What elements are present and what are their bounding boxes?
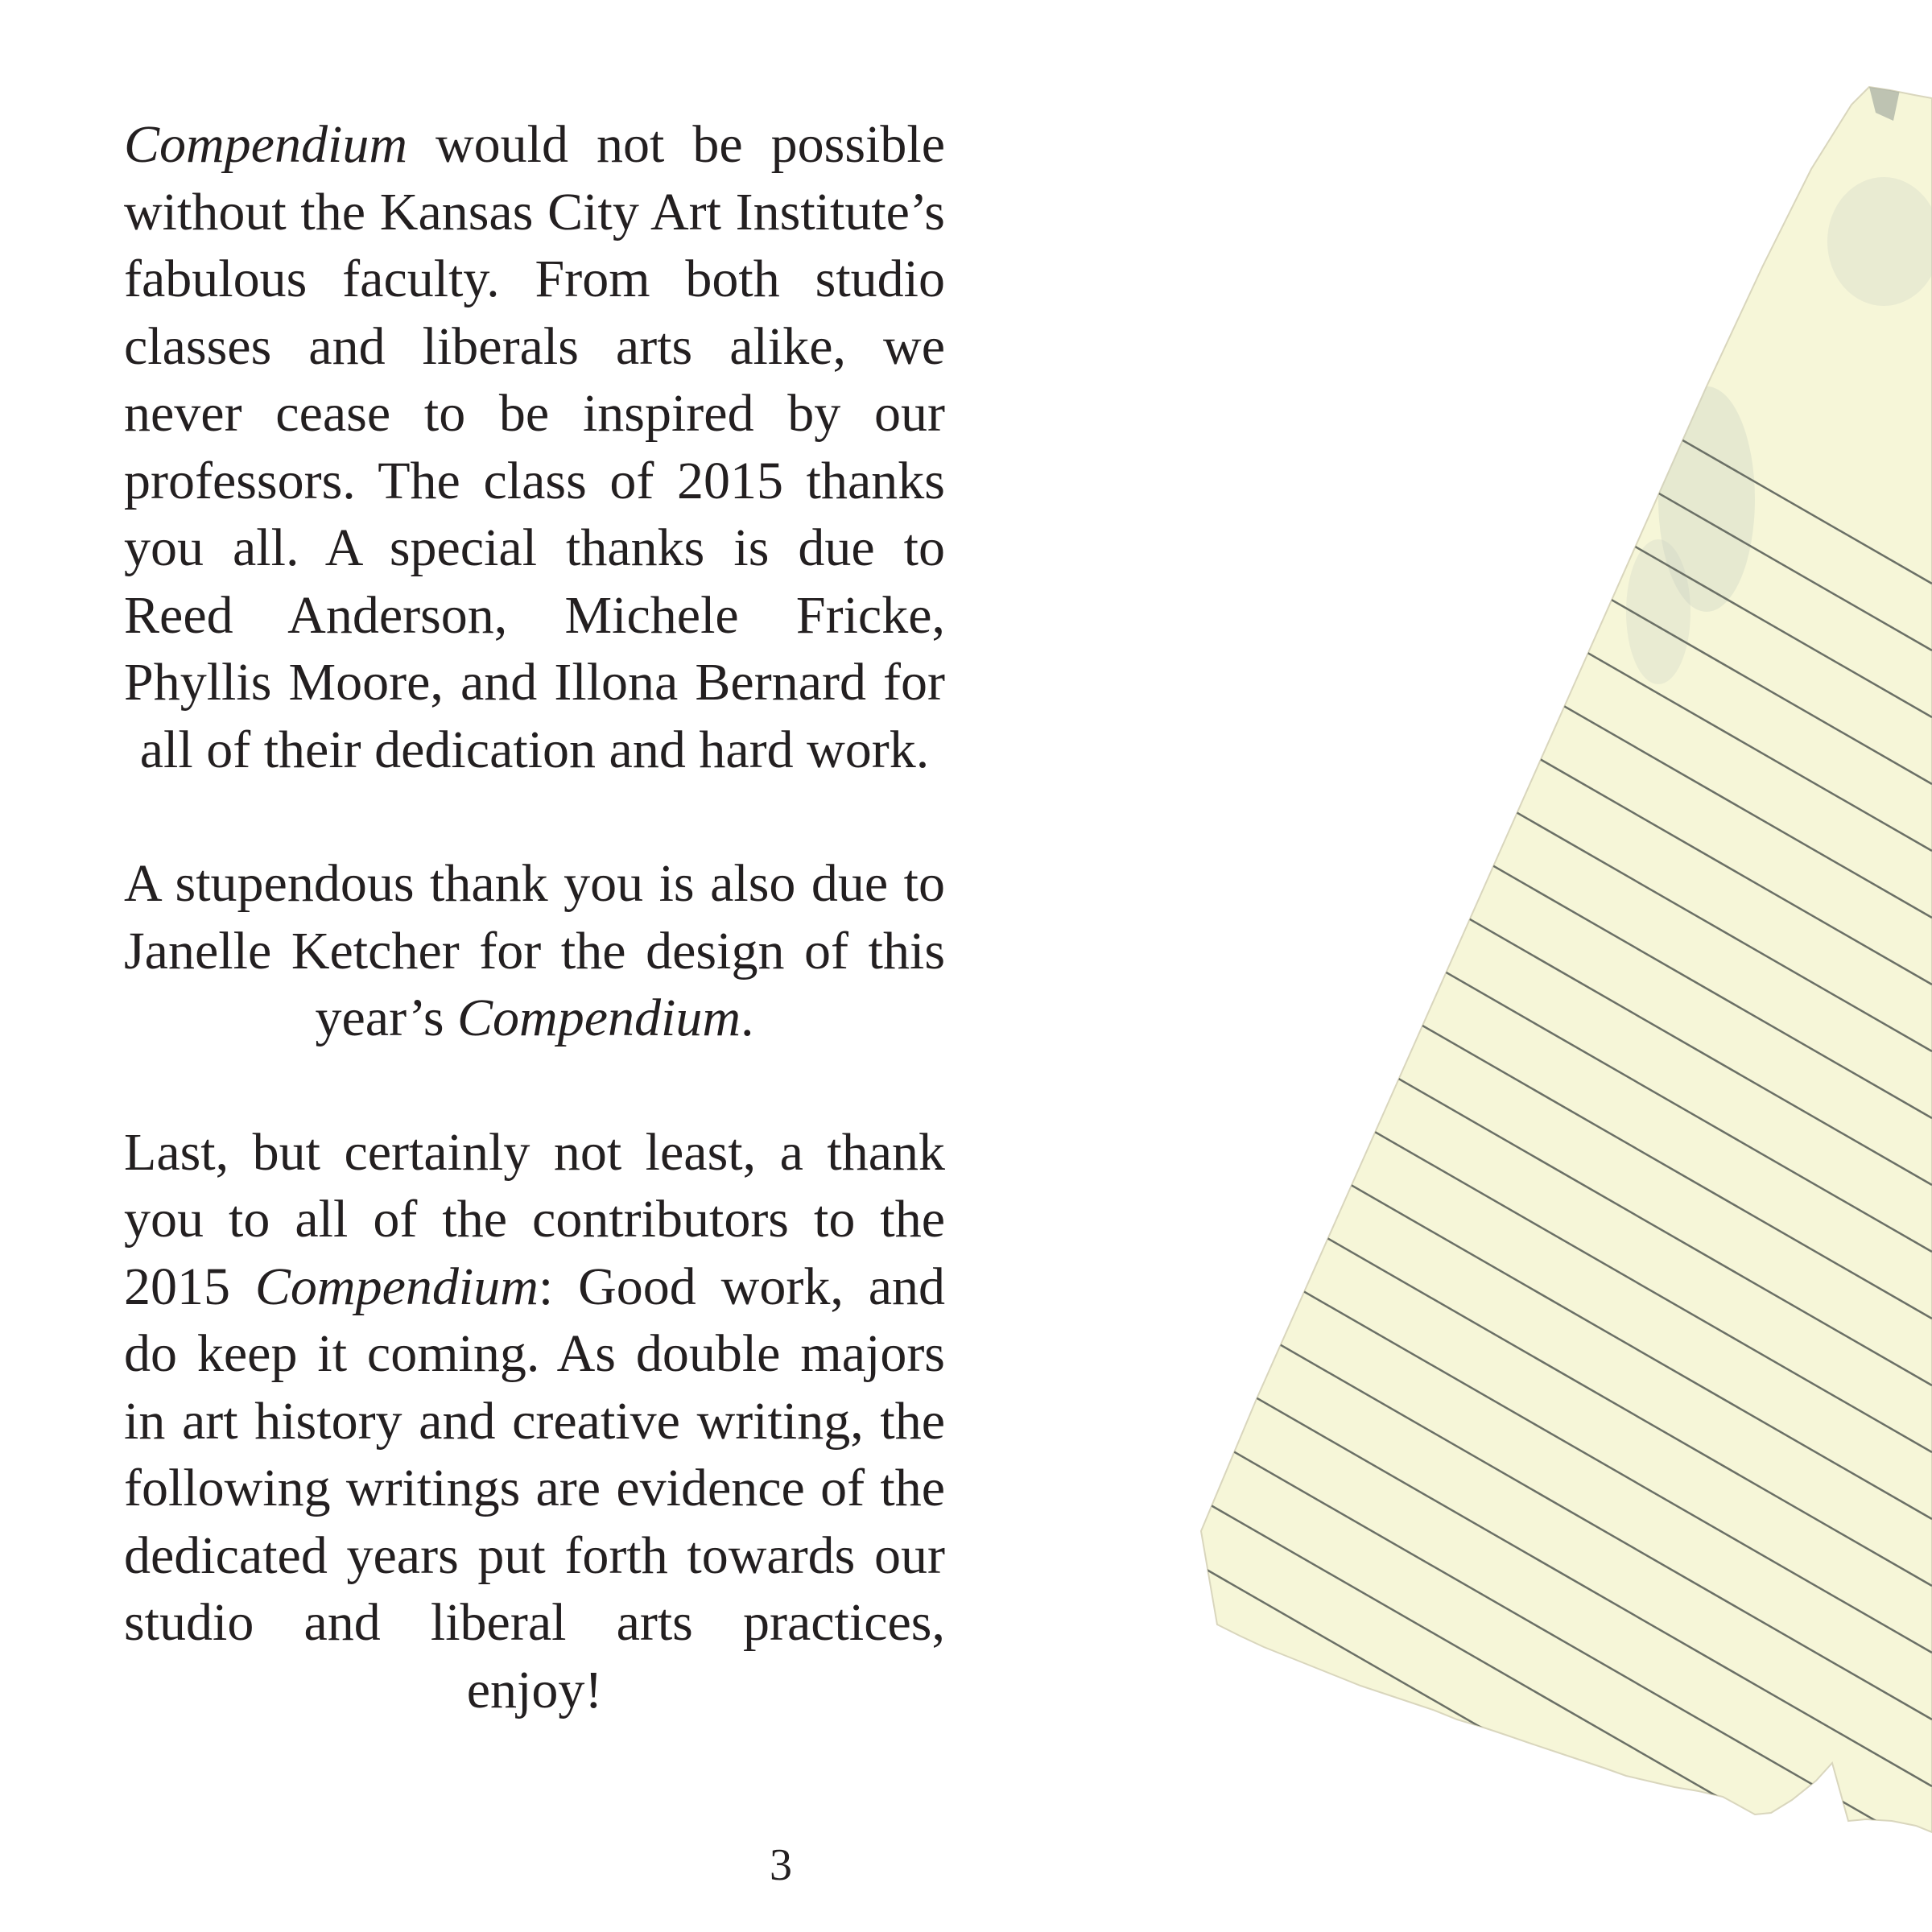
paragraph-text: : Good work, and do keep it coming. As double majors in art history and creative writing, the following writings are evidence of the dedicated years put forth towards our studio and liberal arts practices, enjoy! [124,1257,946,1719]
paragraph-text: would not be possible without the Kansas City Art Institute’s fabulous faculty. From both studio classes and liberals arts alike, we never cease to be inspired by our professors. The class of 2015 thanks you all. A special thanks is due to Reed Anderson, Michele Fricke, Phyllis Moore, and Illona Bernard for all of their dedication and hard work. [124,115,945,779]
compendium-title: Compendium [124,115,407,174]
paragraph-text: Last, but certainly not least, a thank you to all of the contributors to the 2015 [124,1122,945,1316]
paragraph-punctuation: . [741,989,754,1047]
compendium-title: Compendium [457,989,741,1047]
paper-sheet [1201,87,1932,1832]
compendium-title: Compendium [254,1257,539,1316]
paragraph-text: A stupendous thank you is also due to Janelle Ketcher for the design of this year’s [124,854,945,1047]
page-number: 3 [770,1840,792,1890]
paper-rule-line [1127,1791,1932,1932]
